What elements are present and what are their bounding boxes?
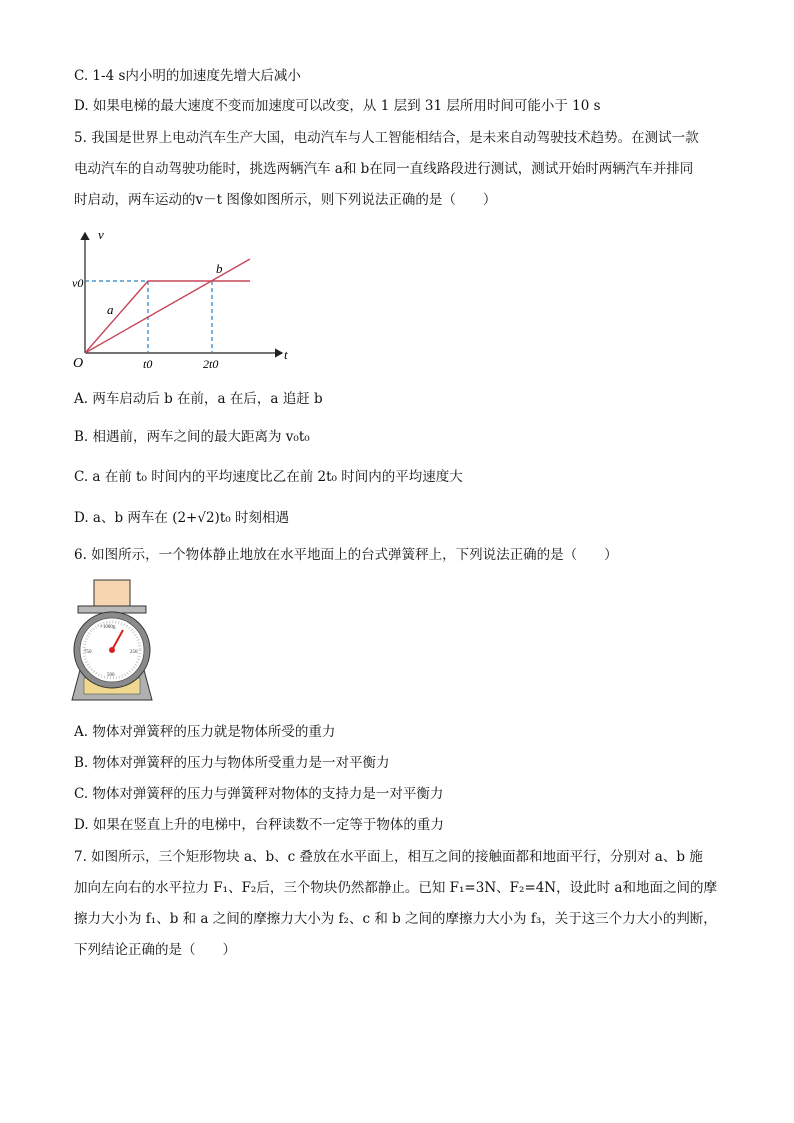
q5-stem-line1: 5. 我国是世界上电动汽车生产大国，电动汽车与人工智能相结合，是未来自动驾驶技术趋势。在测试一款: [74, 130, 699, 146]
q5-stem-line3: 时启动，两车运动的v－t 图像如图所示，则下列说法正确的是（ ）: [74, 192, 497, 208]
two-t0-label: 2t0: [203, 357, 219, 371]
object-box: [94, 580, 130, 606]
q7-stem-line4: 下列结论正确的是（ ）: [74, 942, 236, 958]
q6-option-d: D. 如果在竖直上升的电梯中，台秤读数不一定等于物体的重力: [74, 817, 444, 833]
v0-label: v0: [72, 276, 84, 290]
origin-label: O: [73, 356, 84, 371]
q5-option-d: D. a、b 两车在 (2+√2)t₀ 时刻相遇: [74, 510, 289, 526]
dial-center: [109, 647, 115, 653]
vt-graph: [70, 225, 300, 375]
dial-right-label: 250: [130, 650, 138, 655]
q4-option-d: D. 如果电梯的最大速度不变而加速度可以改变，从 1 层到 31 层所用时间可能小于 10 s: [74, 98, 601, 114]
line-a: [85, 281, 250, 353]
q7-stem-line2: 加向左向右的水平拉力 F₁、F₂后，三个物块仍然都静止。已知 F₁=3N、F₂=4N，设此时 a和地面之间的摩: [74, 880, 717, 896]
q4-option-c: C. 1-4 s内小明的加速度先增大后减小: [74, 68, 301, 84]
t-axis-label: t: [284, 347, 288, 362]
spring-scale-figure: [70, 578, 155, 703]
dial-left-label: 750: [84, 650, 92, 655]
q7-stem-line1: 7. 如图所示，三个矩形物块 a、b、c 叠放在水平面上，相互之间的接触面都和地面平行，分别对 a、b 施: [74, 849, 703, 865]
q6-stem: 6. 如图所示，一个物体静止地放在水平地面上的台式弹簧秤上，下列说法正确的是（ ）: [74, 547, 618, 563]
q5-option-b: B. 相遇前，两车之间的最大距离为 v₀t₀: [74, 429, 310, 445]
q5-option-a: A. 两车启动后 b 在前，a 在后，a 追赶 b: [74, 391, 323, 407]
line-a-label: a: [107, 302, 114, 317]
dial-bottom-label: 500: [107, 673, 115, 678]
dial-top-label: ×1000g: [100, 625, 116, 630]
q5-stem-line2: 电动汽车的自动驾驶功能时，挑选两辆汽车 a和 b在同一直线路段进行测试，测试开始时两辆汽车并排同: [74, 161, 694, 177]
q6-option-b: B. 物体对弹簧秤的压力与物体所受重力是一对平衡力: [74, 755, 390, 771]
q5-option-c: C. a 在前 t₀ 时间内的平均速度比乙在前 2t₀ 时间内的平均速度大: [74, 469, 463, 485]
v-axis-label: v: [98, 227, 104, 242]
t0-label: t0: [143, 357, 153, 371]
q6-option-c: C. 物体对弹簧秤的压力与弹簧秤对物体的支持力是一对平衡力: [74, 786, 444, 802]
q7-stem-line3: 擦力大小为 f₁、b 和 a 之间的摩擦力大小为 f₂、c 和 b 之间的摩擦力大小为 f₃，关于这三个力大小的判断，: [74, 911, 717, 927]
q6-option-a: A. 物体对弹簧秤的压力就是物体所受的重力: [74, 724, 336, 740]
line-b-label: b: [216, 261, 223, 276]
